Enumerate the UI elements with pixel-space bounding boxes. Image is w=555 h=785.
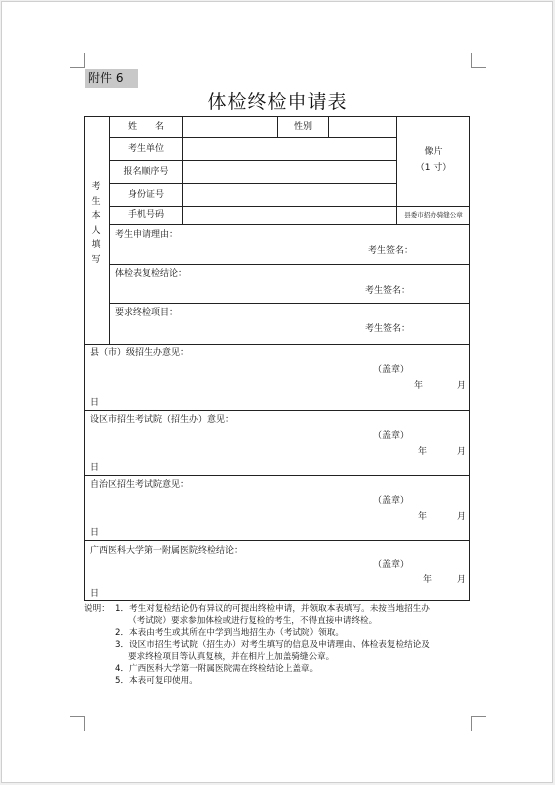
month-label: 月 bbox=[457, 381, 467, 391]
signature-label: 考生签名： bbox=[368, 246, 414, 256]
registration-number-label: 报名顺序号 bbox=[123, 167, 169, 177]
recheck-conclusion-label: 体检表复检结论： bbox=[115, 269, 188, 279]
notes-prefix: 说明： bbox=[84, 604, 110, 614]
divider bbox=[109, 264, 470, 265]
divider bbox=[84, 475, 470, 476]
crop-mark-bottom-right bbox=[471, 716, 486, 731]
note-line: 要求终检项目等认真复核，并在相片上加盖骑缝公章。 bbox=[128, 652, 335, 662]
final-items-label: 要求终检项目： bbox=[115, 308, 179, 318]
seal-label: （盖章） bbox=[373, 560, 410, 570]
month-label: 月 bbox=[457, 512, 467, 522]
note-line: （考试院）要求参加体检或进行复检的考生，不得直接申请终检。 bbox=[128, 616, 378, 626]
county-opinion-label: 县（市）级招生办意见： bbox=[90, 348, 190, 358]
gender-field[interactable] bbox=[329, 117, 396, 137]
crop-mark-bottom-left bbox=[70, 716, 85, 731]
seal-label: （盖章） bbox=[373, 365, 410, 375]
year-label: 年 bbox=[418, 512, 428, 522]
note-line: 5．本表可复印使用。 bbox=[115, 676, 198, 686]
phone-label: 手机号码 bbox=[127, 210, 164, 220]
day-label: 日 bbox=[90, 528, 100, 538]
month-label: 月 bbox=[457, 447, 467, 457]
note-line: 1．考生对复检结论仍有异议的可提出终检申请，并领取本表填写。未按当地招生办 bbox=[115, 604, 430, 614]
year-label: 年 bbox=[423, 575, 433, 585]
name-label: 姓 名 bbox=[127, 122, 164, 132]
note-line: 3．设区市招生考试院（招生办）对考生填写的信息及申请理由、体检表复检结论及 bbox=[115, 640, 430, 650]
divider bbox=[84, 410, 470, 411]
photo-size-label: （1 寸） bbox=[415, 163, 452, 173]
unit-field[interactable] bbox=[183, 138, 396, 160]
divider bbox=[84, 540, 470, 541]
note-line: 4．广西医科大学第一附属医院需在终检结论上盖章。 bbox=[115, 664, 319, 674]
hospital-conclusion-label: 广西医科大学第一附属医院终检结论： bbox=[90, 546, 244, 556]
seal-label: （盖章） bbox=[373, 496, 410, 506]
year-label: 年 bbox=[414, 381, 424, 391]
name-field[interactable] bbox=[183, 117, 277, 137]
photo-label: 像片 bbox=[424, 147, 443, 157]
apply-reason-label: 考生申请理由： bbox=[115, 230, 179, 240]
registration-number-field[interactable] bbox=[183, 161, 396, 183]
seal-label: （盖章） bbox=[373, 431, 410, 441]
note-line: 2．本表由考生或其所在中学到当地招生办（考试院）领取。 bbox=[115, 628, 344, 638]
id-number-label: 身份证号 bbox=[127, 190, 164, 200]
id-number-field[interactable] bbox=[183, 184, 396, 206]
unit-label: 考生单位 bbox=[127, 144, 164, 154]
gender-label: 性别 bbox=[293, 122, 312, 132]
crop-mark-top-left bbox=[70, 53, 85, 68]
day-label: 日 bbox=[90, 589, 100, 599]
day-label: 日 bbox=[90, 398, 100, 408]
attachment-label: 附件 6 bbox=[85, 69, 138, 88]
seal-note: 县委市招办骑缝公章 bbox=[404, 211, 463, 219]
year-label: 年 bbox=[418, 447, 428, 457]
divider bbox=[84, 344, 470, 345]
crop-mark-top-right bbox=[471, 53, 486, 68]
month-label: 月 bbox=[457, 575, 467, 585]
vertical-section-label: 考生本人填写 bbox=[91, 182, 101, 265]
divider bbox=[109, 303, 470, 304]
signature-label: 考生签名： bbox=[365, 324, 411, 334]
region-opinion-label: 自治区招生考试院意见： bbox=[90, 480, 190, 490]
city-opinion-label: 设区市招生考试院（招生办）意见： bbox=[90, 415, 235, 425]
divider bbox=[109, 224, 470, 225]
form-title: 体检终检申请表 bbox=[207, 91, 348, 113]
signature-label: 考生签名： bbox=[365, 286, 411, 296]
day-label: 日 bbox=[90, 463, 100, 473]
phone-field[interactable] bbox=[183, 207, 396, 224]
